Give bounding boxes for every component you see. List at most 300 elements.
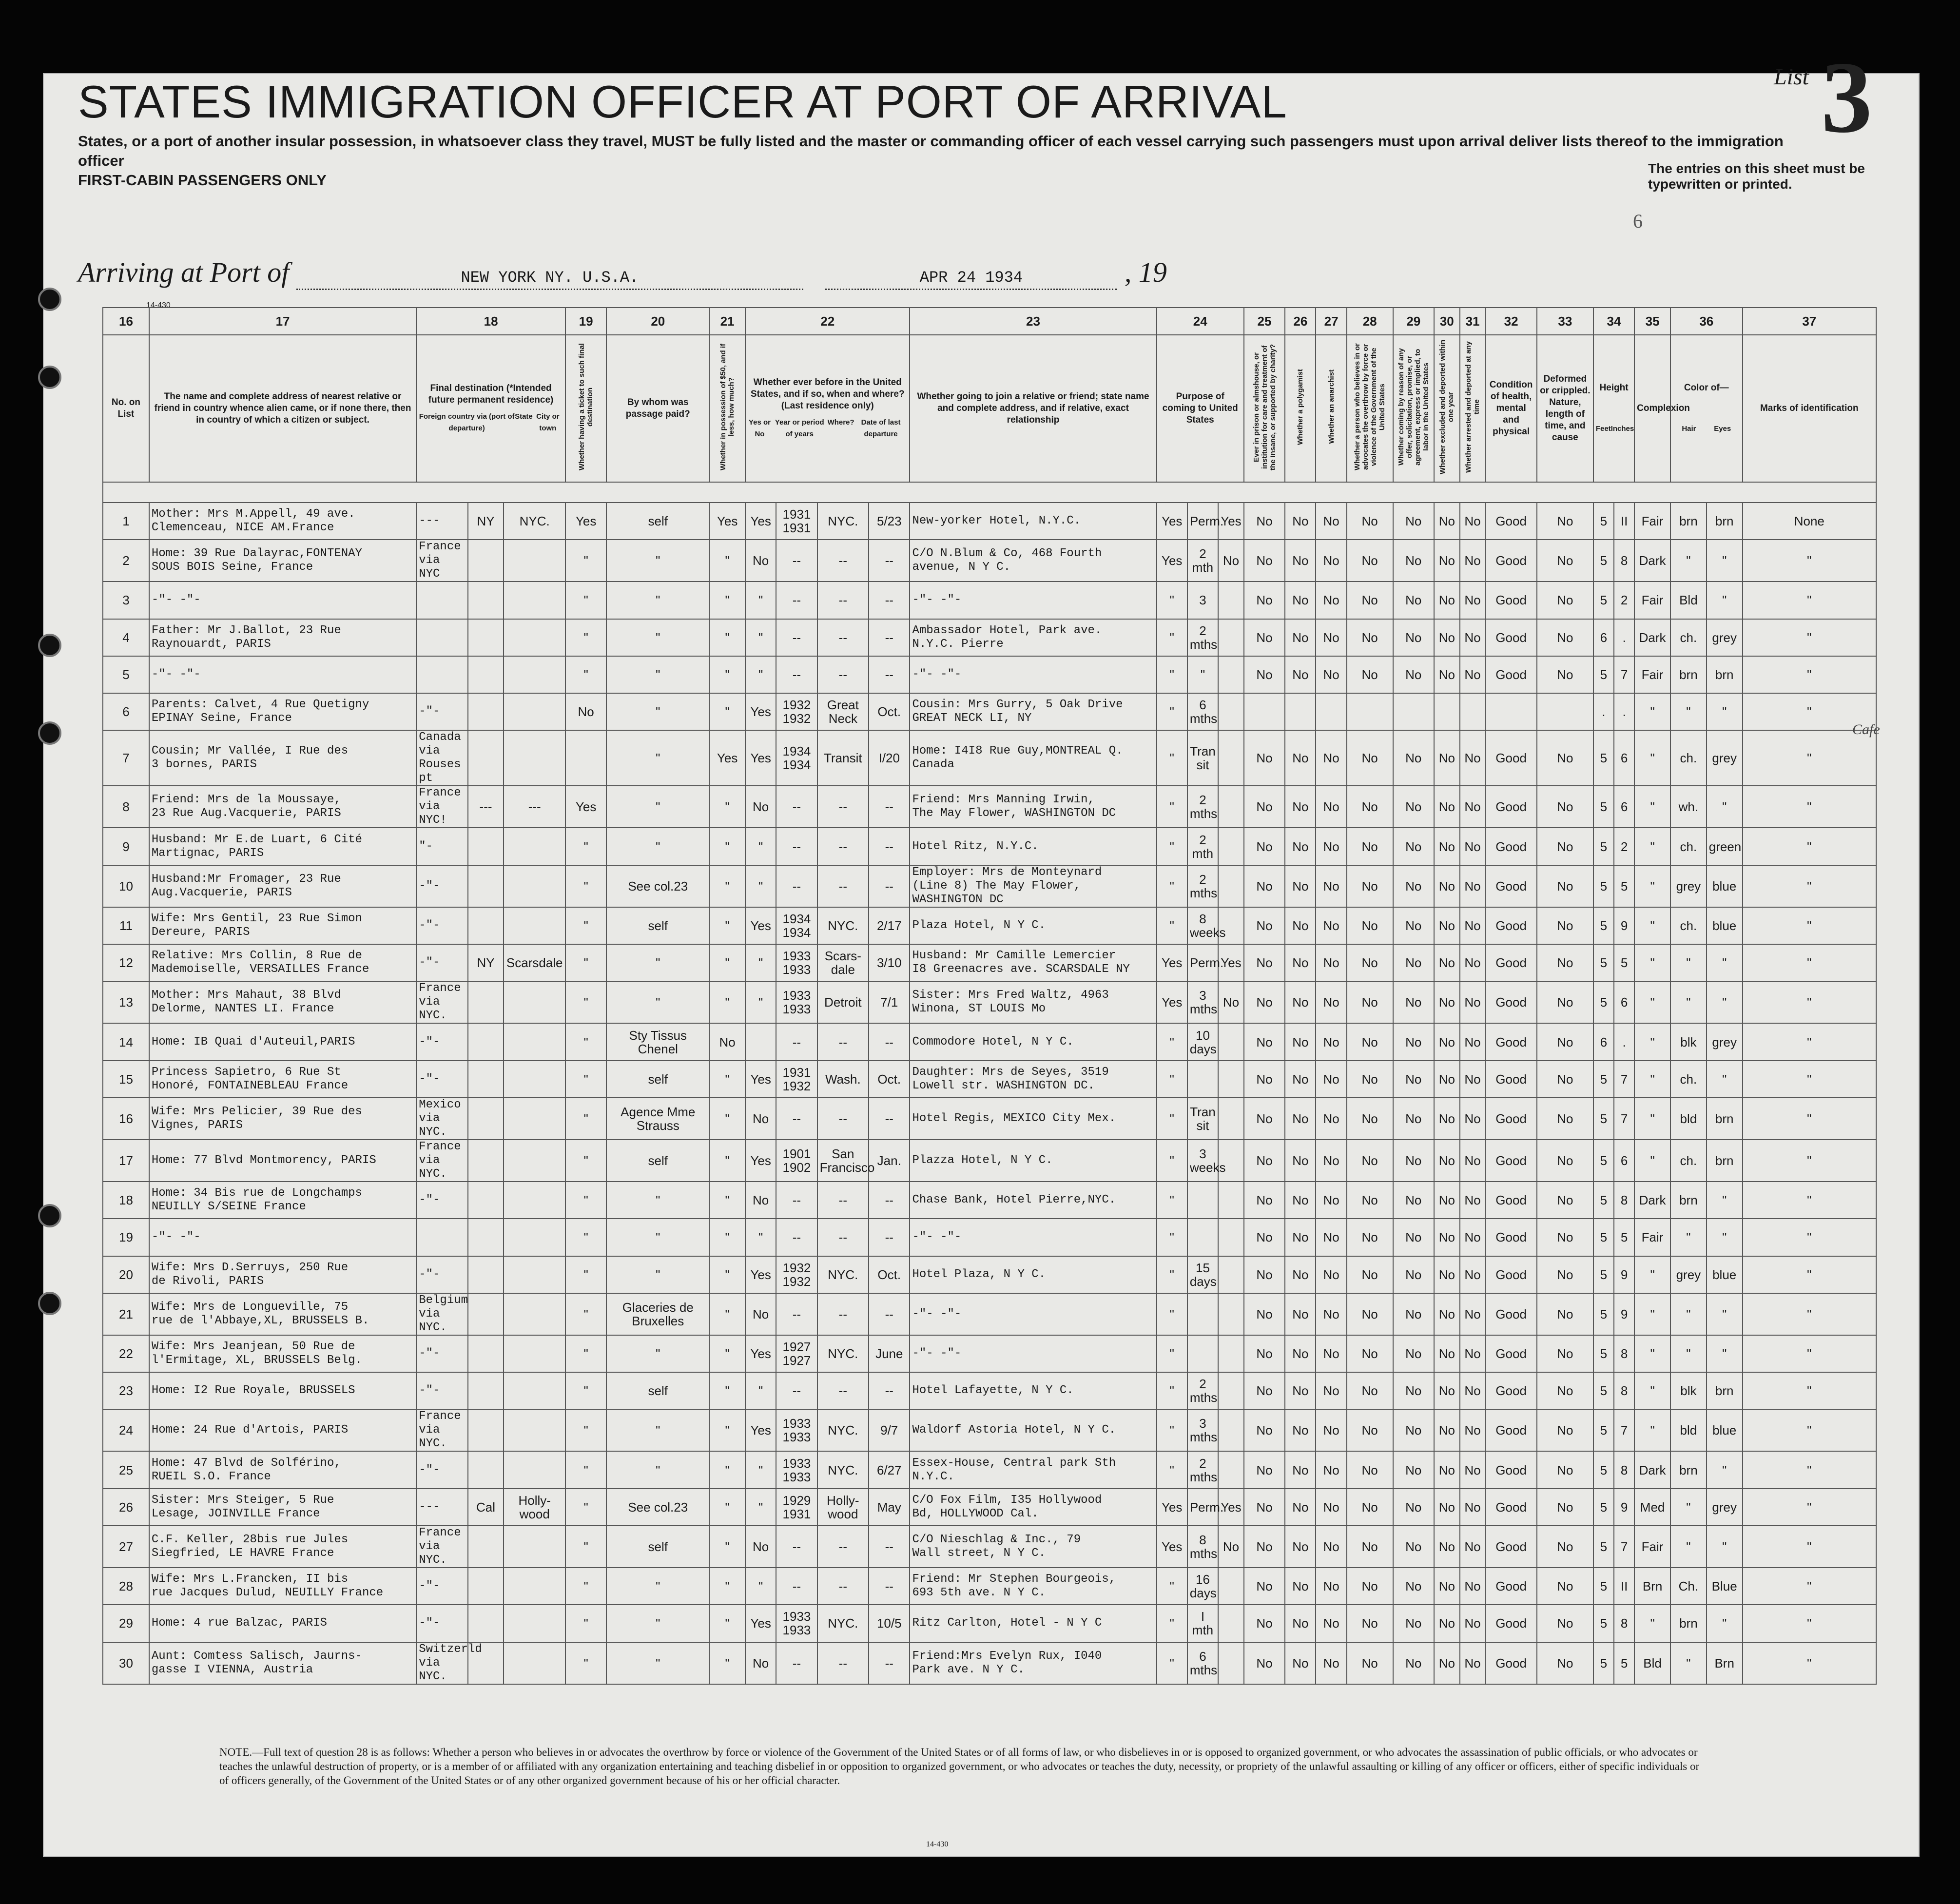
q30-answer: No xyxy=(1434,1526,1460,1568)
hair-color: brn xyxy=(1670,656,1707,693)
passage-paid-by: self xyxy=(606,1526,709,1568)
has-money: " xyxy=(709,1642,745,1684)
col-number: 37 xyxy=(1743,308,1876,335)
col-number: 18 xyxy=(416,308,565,335)
has-ticket: " xyxy=(565,1182,606,1219)
q29-answer: No xyxy=(1393,1023,1434,1060)
q25-answer: No xyxy=(1244,1372,1285,1409)
where-in-us: Great Neck xyxy=(817,693,869,730)
destination-state xyxy=(468,1409,504,1451)
has-money: " xyxy=(709,540,745,582)
complexion: Med xyxy=(1634,1489,1670,1526)
purpose-c xyxy=(1218,693,1244,730)
last-departure: -- xyxy=(869,540,910,582)
deformed-answer: No xyxy=(1537,582,1593,619)
where-in-us: NYC. xyxy=(817,1451,869,1488)
destination-state xyxy=(468,1568,504,1605)
relative-address: Sister: Mrs Steiger, 5 Rue Lesage, JOINVILLE France xyxy=(149,1489,416,1526)
years-in-us: 1932 1932 xyxy=(776,1256,817,1293)
purpose-c xyxy=(1218,1642,1244,1684)
joining-relative: Essex-House, Central park Sth N.Y.C. xyxy=(910,1451,1156,1488)
table-row xyxy=(103,1140,1876,1182)
q31-answer: No xyxy=(1460,730,1486,786)
identification-marks: " xyxy=(1743,1568,1876,1605)
last-departure: -- xyxy=(869,865,910,907)
purpose-length: 3 weeks xyxy=(1187,1140,1218,1182)
years-in-us: 1933 1933 xyxy=(776,981,817,1023)
polygamist-answer: No xyxy=(1285,1526,1316,1568)
identification-marks: " xyxy=(1743,1372,1876,1409)
foreign-country-via: -"- xyxy=(416,944,467,981)
purpose-c xyxy=(1218,730,1244,786)
last-departure: 2/17 xyxy=(869,907,910,944)
q29-answer: No xyxy=(1393,730,1434,786)
where-in-us: -- xyxy=(817,1219,869,1256)
purpose-c xyxy=(1218,1605,1244,1642)
years-in-us: 1931 1931 xyxy=(776,503,817,540)
years-in-us: -- xyxy=(776,1293,817,1335)
passage-paid-by: " xyxy=(606,1642,709,1684)
q31-answer: No xyxy=(1460,1409,1486,1451)
q29-answer: No xyxy=(1393,1451,1434,1488)
height-inches: . xyxy=(1614,619,1634,656)
purpose-a: " xyxy=(1157,1256,1187,1293)
deformed-answer: No xyxy=(1537,730,1593,786)
foreign-country-via: -"- xyxy=(416,1605,467,1642)
complexion: Brn xyxy=(1634,1568,1670,1605)
hair-color: bld xyxy=(1670,1098,1707,1140)
destination-state xyxy=(468,1256,504,1293)
joining-relative: -"- -"- xyxy=(910,1335,1156,1372)
height-inches: II xyxy=(1614,1568,1634,1605)
deformed-answer: No xyxy=(1537,1061,1593,1098)
purpose-c: No xyxy=(1218,540,1244,582)
list-number: 3 xyxy=(1821,41,1872,154)
height-inches: 8 xyxy=(1614,1451,1634,1488)
has-ticket: " xyxy=(565,1642,606,1684)
foreign-country-via: -"- xyxy=(416,1451,467,1488)
table-row xyxy=(103,1605,1876,1642)
eye-color: " xyxy=(1707,582,1743,619)
q30-answer: No xyxy=(1434,944,1460,981)
height-inches: 6 xyxy=(1614,730,1634,786)
destination-state xyxy=(468,656,504,693)
passage-paid-by: " xyxy=(606,1605,709,1642)
where-in-us: NYC. xyxy=(817,1256,869,1293)
q29-answer: No xyxy=(1393,1219,1434,1256)
purpose-length: 10 days xyxy=(1187,1023,1218,1060)
q28-answer: No xyxy=(1347,656,1393,693)
header-joining: Whether going to join a relative or friend; state name and complete address, and if relative, exact relationship xyxy=(910,335,1156,482)
q28-answer: No xyxy=(1347,981,1393,1023)
foreign-country-via: France via NYC. xyxy=(416,1409,467,1451)
health-condition: Good xyxy=(1485,619,1536,656)
last-departure: May xyxy=(869,1489,910,1526)
q30-answer: No xyxy=(1434,907,1460,944)
row-number: 26 xyxy=(103,1489,149,1526)
header-purpose: Purpose of coming to United States xyxy=(1157,335,1244,482)
deformed-answer: No xyxy=(1537,1140,1593,1182)
complexion: " xyxy=(1634,1061,1670,1098)
q25-answer: No xyxy=(1244,1219,1285,1256)
passage-paid-by: Glaceries de Bruxelles xyxy=(606,1293,709,1335)
row-number: 2 xyxy=(103,540,149,582)
height-inches: 9 xyxy=(1614,1256,1634,1293)
foreign-country-via: -"- xyxy=(416,1023,467,1060)
has-money: " xyxy=(709,828,745,865)
hair-color: " xyxy=(1670,1293,1707,1335)
q29-answer: No xyxy=(1393,582,1434,619)
height-feet: 5 xyxy=(1593,540,1614,582)
height-feet: 5 xyxy=(1593,981,1614,1023)
destination-city: NYC. xyxy=(504,503,565,540)
relative-address: Relative: Mrs Collin, 8 Rue de Mademoiselle, VERSAILLES France xyxy=(149,944,416,981)
purpose-length: " xyxy=(1187,656,1218,693)
q28-answer: No xyxy=(1347,944,1393,981)
destination-city xyxy=(504,828,565,865)
destination-city xyxy=(504,693,565,730)
q30-answer: No xyxy=(1434,865,1460,907)
destination-state xyxy=(468,865,504,907)
before-in-us: " xyxy=(745,1219,776,1256)
hair-color: " xyxy=(1670,1489,1707,1526)
anarchist-answer: No xyxy=(1316,540,1346,582)
health-condition: Good xyxy=(1485,1409,1536,1451)
last-departure: -- xyxy=(869,619,910,656)
q29-answer: No xyxy=(1393,619,1434,656)
table-row xyxy=(103,1642,1876,1684)
joining-relative: Hotel Ritz, N.Y.C. xyxy=(910,828,1156,865)
q29-answer: No xyxy=(1393,1140,1434,1182)
has-money: " xyxy=(709,944,745,981)
q25-text: Ever in prison or almshouse, or institution for care and treatment of the insane, or supported by charity? xyxy=(1252,343,1277,470)
complexion: " xyxy=(1634,1023,1670,1060)
binder-hole xyxy=(38,1204,61,1227)
anarchist-answer: No xyxy=(1316,1293,1346,1335)
q28-answer: No xyxy=(1347,582,1393,619)
q28-answer: No xyxy=(1347,1061,1393,1098)
hair-color: blk xyxy=(1670,1023,1707,1060)
polygamist-answer: No xyxy=(1285,1372,1316,1409)
has-money: " xyxy=(709,1098,745,1140)
port-value: NEW YORK NY. U.S.A. xyxy=(461,269,639,287)
foreign-country-via: -"- xyxy=(416,1256,467,1293)
header-height xyxy=(1593,335,1634,482)
page-title: STATES IMMIGRATION OFFICER AT PORT OF ARRIVAL xyxy=(78,76,1287,127)
height-feet: 5 xyxy=(1593,656,1614,693)
height-inches: 5 xyxy=(1614,944,1634,981)
binder-hole xyxy=(38,366,61,389)
anarchist-answer: No xyxy=(1316,1256,1346,1293)
before-in-us: Yes xyxy=(745,1061,776,1098)
health-condition: Good xyxy=(1485,1526,1536,1568)
col-number: 21 xyxy=(709,308,745,335)
row-number: 19 xyxy=(103,1219,149,1256)
polygamist-answer: No xyxy=(1285,907,1316,944)
health-condition: Good xyxy=(1485,786,1536,828)
where-in-us: -- xyxy=(817,1372,869,1409)
purpose-length: 2 mths xyxy=(1187,865,1218,907)
joining-relative: C/O Fox Film, I35 Hollywood Bd, HOLLYWOOD Cal. xyxy=(910,1489,1156,1526)
color-title: Color of— xyxy=(1684,383,1729,393)
destination-state xyxy=(468,907,504,944)
hair-color: ch. xyxy=(1670,730,1707,786)
q29-answer: No xyxy=(1393,1642,1434,1684)
purpose-length: Perm. xyxy=(1187,503,1218,540)
height-feet: 5 xyxy=(1593,1489,1614,1526)
purpose-length xyxy=(1187,1219,1218,1256)
last-departure: -- xyxy=(869,1219,910,1256)
q28-answer: No xyxy=(1347,1526,1393,1568)
foreign-country-via: --- xyxy=(416,1489,467,1526)
complexion: Fair xyxy=(1634,582,1670,619)
anarchist-answer: No xyxy=(1316,1605,1346,1642)
destination-city xyxy=(504,619,565,656)
identification-marks: " xyxy=(1743,1409,1876,1451)
where-in-us: NYC. xyxy=(817,503,869,540)
purpose-a: " xyxy=(1157,1140,1187,1182)
joining-relative: New-yorker Hotel, N.Y.C. xyxy=(910,503,1156,540)
years-in-us: -- xyxy=(776,1219,817,1256)
q30-answer: No xyxy=(1434,730,1460,786)
purpose-length: 2 mths xyxy=(1187,619,1218,656)
height-feet: 5 xyxy=(1593,1568,1614,1605)
purpose-length: 2 mths xyxy=(1187,1451,1218,1488)
destination-state xyxy=(468,1335,504,1372)
deformed-answer: No xyxy=(1537,619,1593,656)
where-in-us: Wash. xyxy=(817,1061,869,1098)
has-ticket: " xyxy=(565,1023,606,1060)
destination-state: NY xyxy=(468,503,504,540)
foreign-country-via: Switzerld via NYC. xyxy=(416,1642,467,1684)
passage-paid-by: " xyxy=(606,1256,709,1293)
eye-color: brn xyxy=(1707,503,1743,540)
identification-marks: " xyxy=(1743,1605,1876,1642)
joining-relative: Plaza Hotel, N Y C. xyxy=(910,907,1156,944)
relative-address: Home: 34 Bis rue de Longchamps NEUILLY S/SEINE France xyxy=(149,1182,416,1219)
purpose-c xyxy=(1218,1182,1244,1219)
col-number: 20 xyxy=(606,308,709,335)
subtitle-text: States, or a port of another insular possession, in whatsoever class they travel, MUST be fully listed and the master or commanding officer of each vessel carrying such passengers must upon arrival deliver lists thereof to the immigration officer xyxy=(78,133,1784,169)
last-departure: I/20 xyxy=(869,730,910,786)
destination-city xyxy=(504,1098,565,1140)
has-money: " xyxy=(709,1451,745,1488)
q31-answer: No xyxy=(1460,1372,1486,1409)
destination-city xyxy=(504,1023,565,1060)
destination-state xyxy=(468,1219,504,1256)
destination-city xyxy=(504,1219,565,1256)
final-destination-title: Final destination (*Intended future permanent residence) xyxy=(428,383,554,405)
relative-address: Parents: Calvet, 4 Rue Quetigny EPINAY Seine, France xyxy=(149,693,416,730)
anarchist-answer: No xyxy=(1316,1335,1346,1372)
row-number: 7 xyxy=(103,730,149,786)
q30-text: Whether excluded and deported within one year xyxy=(1438,339,1455,474)
q30-answer: No xyxy=(1434,1140,1460,1182)
destination-state xyxy=(468,1023,504,1060)
height-inches: 7 xyxy=(1614,1526,1634,1568)
polygamist-answer: No xyxy=(1285,944,1316,981)
arriving-label: Arriving at Port of xyxy=(78,256,290,288)
complexion: " xyxy=(1634,693,1670,730)
complexion: " xyxy=(1634,730,1670,786)
col-number: 17 xyxy=(149,308,416,335)
last-departure: 5/23 xyxy=(869,503,910,540)
destination-state xyxy=(468,1605,504,1642)
before-in-us: " xyxy=(745,1372,776,1409)
header-health: Condition of health, mental and physical xyxy=(1485,335,1536,482)
entries-note: The entries on this sheet must be typewritten or printed. xyxy=(1648,161,1865,192)
anarchist-answer: No xyxy=(1316,865,1346,907)
height-feet: 5 xyxy=(1593,944,1614,981)
where-in-us: NYC. xyxy=(817,1409,869,1451)
health-condition: Good xyxy=(1485,1372,1536,1409)
purpose-c xyxy=(1218,656,1244,693)
q25-answer: No xyxy=(1244,656,1285,693)
q29-answer: No xyxy=(1393,1605,1434,1642)
col-number: 19 xyxy=(565,308,606,335)
purpose-c xyxy=(1218,1219,1244,1256)
has-money: " xyxy=(709,1605,745,1642)
polygamist-text: Whether a polygamist xyxy=(1296,369,1305,445)
passage-paid-by: self xyxy=(606,1140,709,1182)
anarchist-answer: No xyxy=(1316,730,1346,786)
passage-paid-by: " xyxy=(606,1409,709,1451)
last-departure: Oct. xyxy=(869,1256,910,1293)
header-passage-paid: By whom was passage paid? xyxy=(606,335,709,482)
q31-answer: No xyxy=(1460,1140,1486,1182)
col-number: 28 xyxy=(1347,308,1393,335)
q28-text: Whether a person who believes in or advocates the overthrow by force or violence of the Government of the United States xyxy=(1353,343,1387,470)
last-departure: -- xyxy=(869,828,910,865)
purpose-a: " xyxy=(1157,1335,1187,1372)
purpose-a: " xyxy=(1157,1219,1187,1256)
destination-city: Holly- wood xyxy=(504,1489,565,1526)
destination-city xyxy=(504,1061,565,1098)
health-condition: Good xyxy=(1485,1219,1536,1256)
header-deformed: Deformed or crippled. Nature, length of time, and cause xyxy=(1537,335,1593,482)
eye-color: " xyxy=(1707,981,1743,1023)
purpose-a: " xyxy=(1157,1182,1187,1219)
before-in-us: No xyxy=(745,1182,776,1219)
height-feet: 5 xyxy=(1593,1335,1614,1372)
purpose-length: Tran sit xyxy=(1187,730,1218,786)
table-row xyxy=(103,828,1876,865)
destination-state xyxy=(468,619,504,656)
q25-answer: No xyxy=(1244,1061,1285,1098)
before-in-us: " xyxy=(745,1568,776,1605)
q31-answer: No xyxy=(1460,1061,1486,1098)
has-ticket: " xyxy=(565,1098,606,1140)
row-number: 10 xyxy=(103,865,149,907)
destination-state xyxy=(468,1098,504,1140)
table-row xyxy=(103,1451,1876,1488)
health-condition: Good xyxy=(1485,1293,1536,1335)
years-in-us: 1933 1933 xyxy=(776,1409,817,1451)
form-code: 14-430 xyxy=(146,301,171,310)
table-row xyxy=(103,582,1876,619)
eye-color: grey xyxy=(1707,730,1743,786)
relative-address: Wife: Mrs Gentil, 23 Rue Simon Dereure, PARIS xyxy=(149,907,416,944)
hair-color: ch. xyxy=(1670,828,1707,865)
purpose-a: Yes xyxy=(1157,503,1187,540)
last-departure: 10/5 xyxy=(869,1605,910,1642)
q29-answer: No xyxy=(1393,786,1434,828)
joining-relative: Employer: Mrs de Monteynard (Line 8) The May Flower, WASHINGTON DC xyxy=(910,865,1156,907)
q29-text: Whether coming by reason of any offer, solicitation, promise, or agreement, express or implied, to labor in the United States xyxy=(1397,348,1430,466)
hair-color: " xyxy=(1670,981,1707,1023)
q31-answer: No xyxy=(1460,540,1486,582)
hair-color: grey xyxy=(1670,865,1707,907)
height-feet: 5 xyxy=(1593,1526,1614,1568)
deformed-answer: No xyxy=(1537,656,1593,693)
hair-color: blk xyxy=(1670,1372,1707,1409)
row-number: 20 xyxy=(103,1256,149,1293)
years-in-us: -- xyxy=(776,1372,817,1409)
complexion: Fair xyxy=(1634,656,1670,693)
table-row xyxy=(103,730,1876,786)
col-number: 33 xyxy=(1537,308,1593,335)
header-complexion: Complexion xyxy=(1634,335,1670,482)
destination-state xyxy=(468,730,504,786)
q30-answer: No xyxy=(1434,1023,1460,1060)
purpose-length: 16 days xyxy=(1187,1568,1218,1605)
destination-city xyxy=(504,1642,565,1684)
complexion: Fair xyxy=(1634,503,1670,540)
complexion: " xyxy=(1634,1409,1670,1451)
q31-answer: No xyxy=(1460,582,1486,619)
where-in-us: Detroit xyxy=(817,981,869,1023)
polygamist-answer: No xyxy=(1285,1098,1316,1140)
eye-color: grey xyxy=(1707,1489,1743,1526)
foreign-country-via: -"- xyxy=(416,907,467,944)
has-money: No xyxy=(709,1023,745,1060)
anarchist-answer: No xyxy=(1316,1526,1346,1568)
row-number: 24 xyxy=(103,1409,149,1451)
identification-marks: " xyxy=(1743,786,1876,828)
header-last-departure: Date of last departure xyxy=(861,418,901,438)
polygamist-answer: No xyxy=(1285,1023,1316,1060)
height-feet: 5 xyxy=(1593,828,1614,865)
joining-relative: -"- -"- xyxy=(910,582,1156,619)
has-ticket: " xyxy=(565,865,606,907)
q30-answer: No xyxy=(1434,1256,1460,1293)
has-ticket: " xyxy=(565,944,606,981)
foreign-country-via xyxy=(416,1219,467,1256)
q28-answer: No xyxy=(1347,1023,1393,1060)
purpose-length xyxy=(1187,1335,1218,1372)
q29-answer: No xyxy=(1393,907,1434,944)
purpose-a: " xyxy=(1157,1372,1187,1409)
before-in-us: Yes xyxy=(745,1335,776,1372)
foreign-country-via: Belgium via NYC. xyxy=(416,1293,467,1335)
passage-paid-by: See col.23 xyxy=(606,865,709,907)
height-feet: . xyxy=(1593,693,1614,730)
anarchist-answer: No xyxy=(1316,619,1346,656)
table-row xyxy=(103,786,1876,828)
anarchist-text: Whether an anarchist xyxy=(1327,369,1336,444)
destination-state xyxy=(468,1451,504,1488)
identification-marks: " xyxy=(1743,1642,1876,1684)
table-row xyxy=(103,1098,1876,1140)
has-ticket: " xyxy=(565,1605,606,1642)
years-in-us: -- xyxy=(776,1023,817,1060)
height-inches: 9 xyxy=(1614,1293,1634,1335)
has-ticket: " xyxy=(565,1219,606,1256)
where-in-us: -- xyxy=(817,786,869,828)
health-condition: Good xyxy=(1485,1605,1536,1642)
identification-marks: " xyxy=(1743,730,1876,786)
passage-paid-by: " xyxy=(606,981,709,1023)
